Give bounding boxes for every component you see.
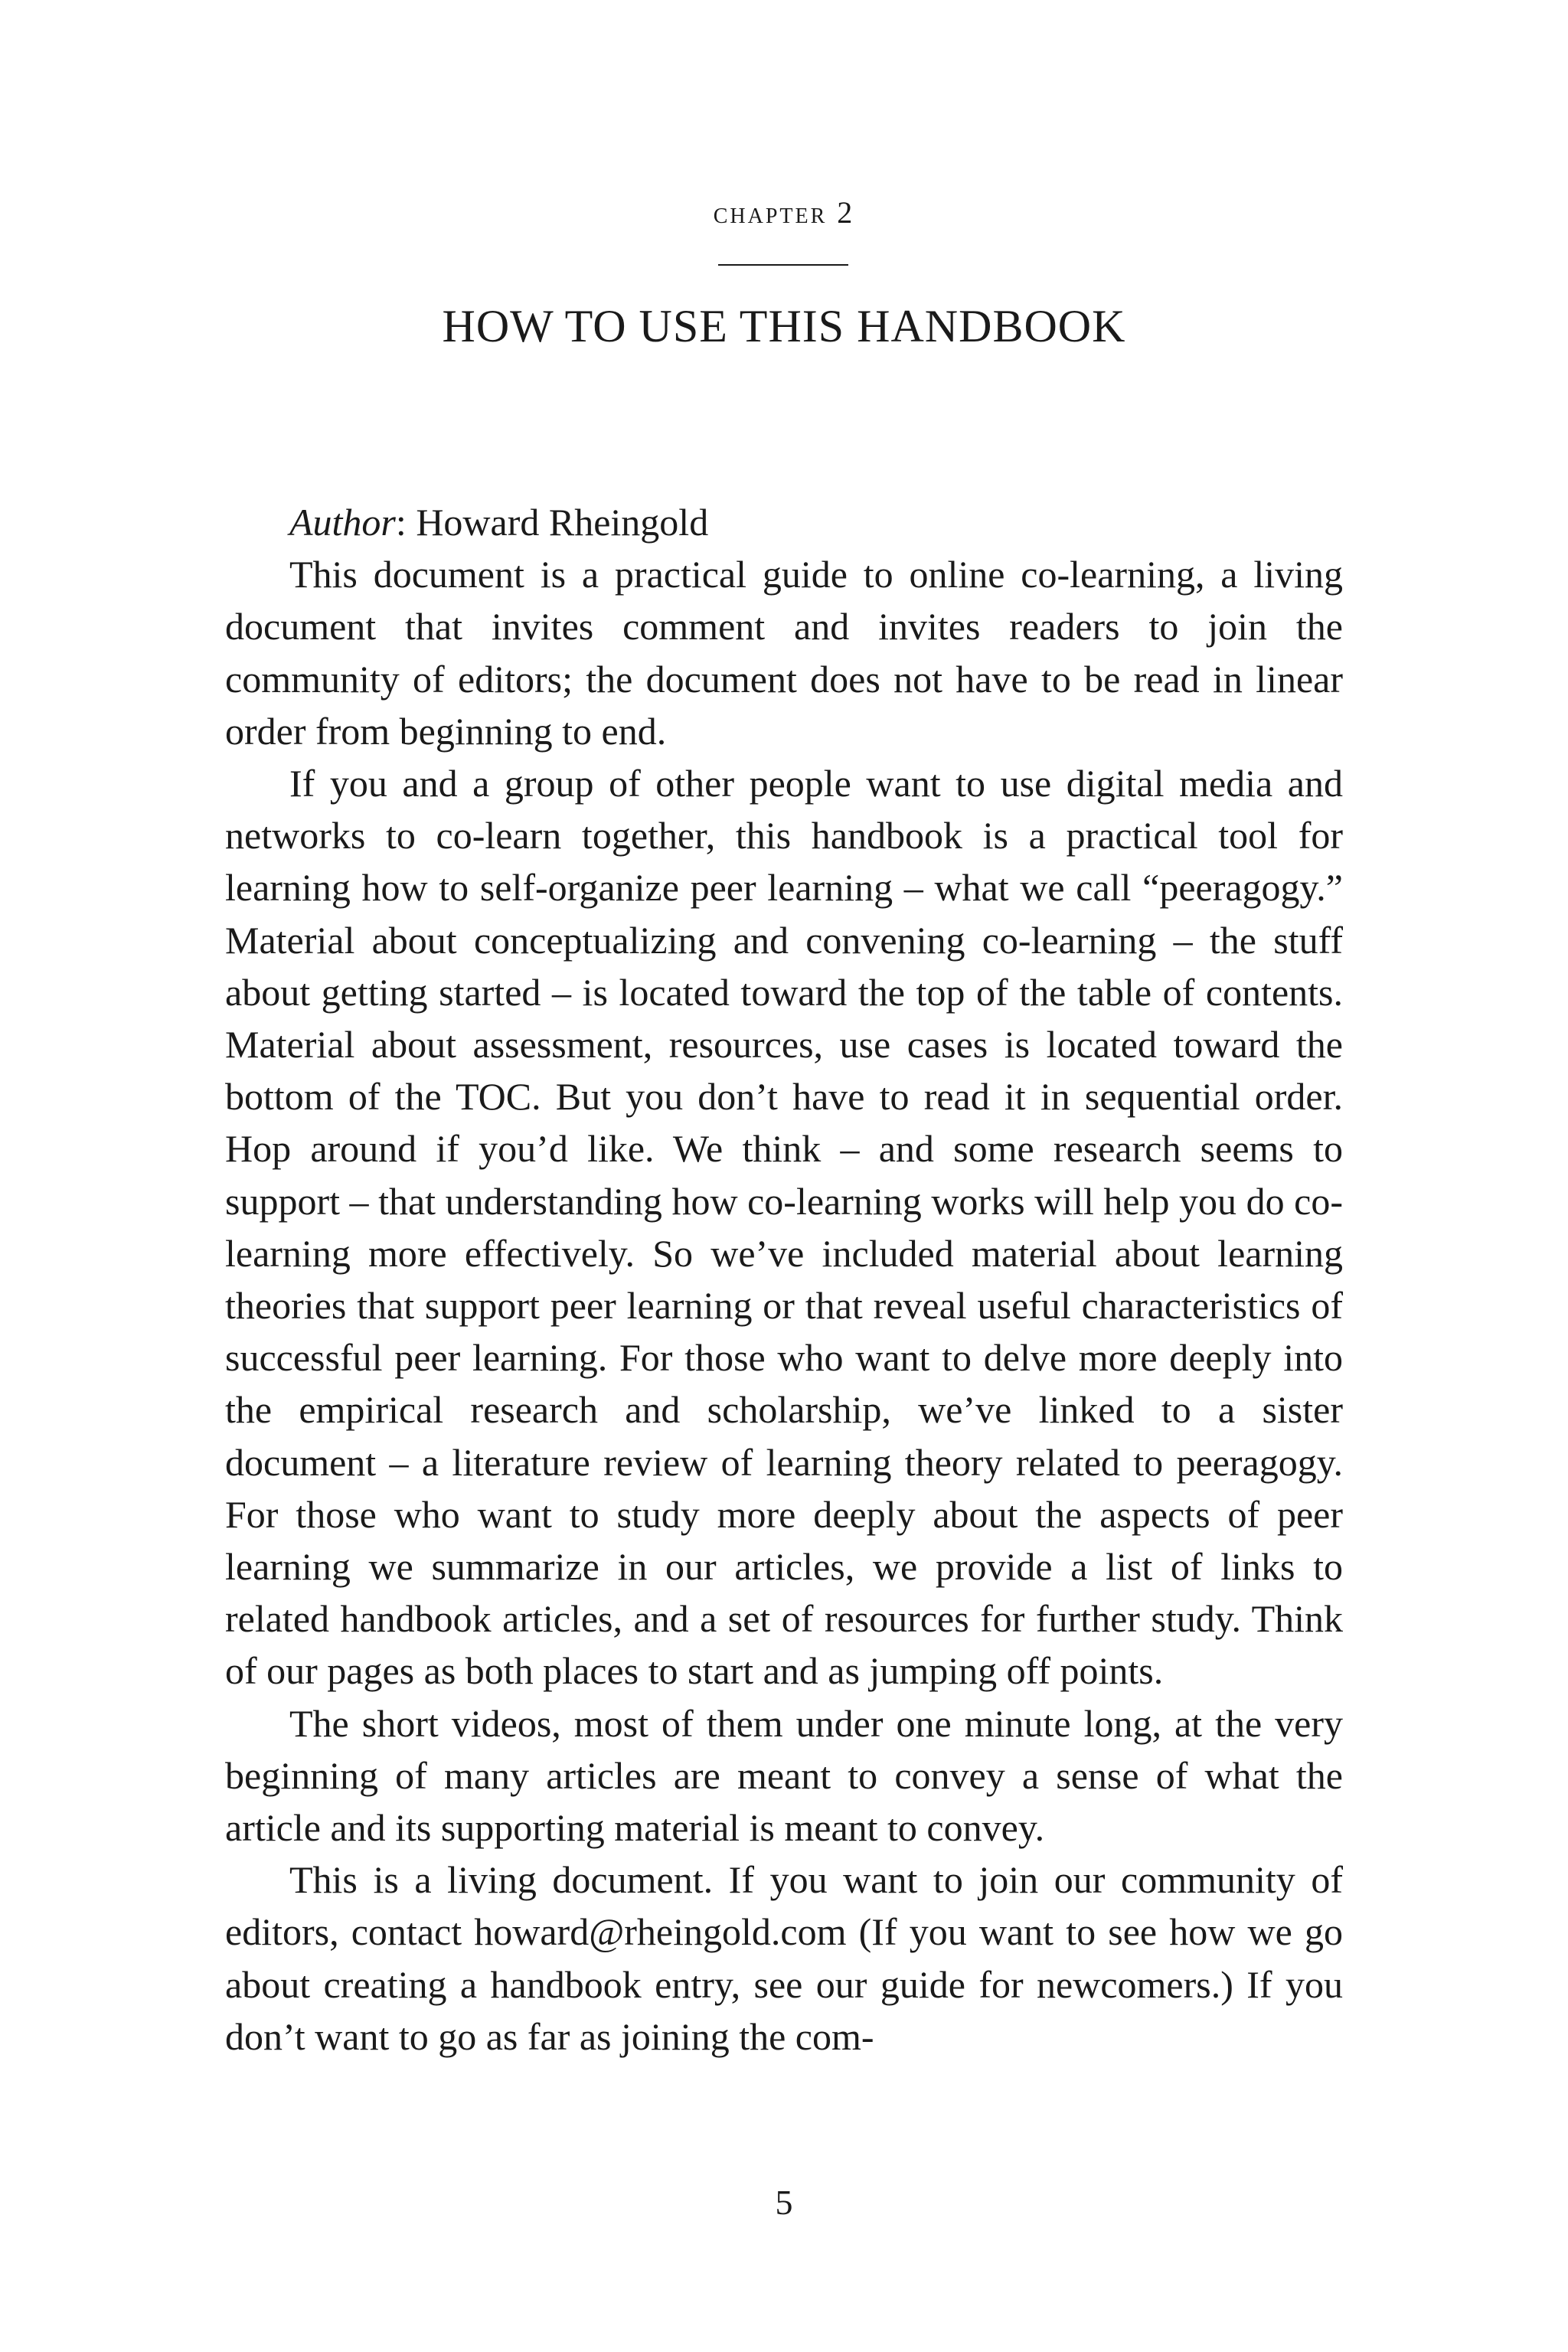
chapter-title: HOW TO USE THIS HANDBOOK (442, 301, 1126, 351)
paragraph-intro: This document is a practical guide to online co-learning, a living document that invites comment and invites readers to join the community of editors; the document does not have to be read in linear order from beginning to end. (225, 553, 1343, 753)
author-separator: : (395, 501, 407, 544)
chapter-label: chapter 2 (713, 195, 855, 230)
author-line (225, 496, 1343, 548)
chapter-divider (718, 264, 848, 266)
paragraph-videos: The short videos, most of them under one minute long, at the very beginning of many articles are meant to convey a sense of what the article and its supporting material is meant to convey. (225, 1701, 1343, 1850)
author-name: Howard Rheingold (406, 501, 709, 544)
author-label: Author (289, 501, 396, 544)
paragraph-living-document: This is a living document. If you want to join our community of editors, contact howard@rheingold.com (If you want to see how we go about creating a handbook entry, see our guide for newcomers.) If you don’t want to go as far as joining the com- (225, 1858, 1343, 2058)
paragraph-peeragogy: If you and a group of other people want to use digital media and networks to co-learn together, this handbook is a practical tool for learning how to self-organize peer learning – what we call “peeragogy.” Material about conceptualizing and convening co-learning – the stuff about getting started – is located toward the top of the table of contents. Material about assessment, resources, use cases is located toward the bottom of the TOC. But you don’t have to read it in sequential order. Hop around if you’d like. We think – and some research seems to support – that understanding how co-learning works will help you do co-learning more effectively. So we’ve included material about learning theories that support peer learning or that reveal useful characteristics of successful peer learning. For those who want to delve more deeply into the empirical research and scholarship, we’ve linked to a sister document – a literature review of learning theory related to peeragogy. For those who want to study more deeply about the aspects of peer learning we summarize in our articles, we provide a list of links to related handbook articles, and a set of resources for further study. Think of our pages as both places to start and as jumping off points. (225, 762, 1343, 1693)
page-number: 5 (775, 2183, 793, 2222)
body-text (225, 496, 1343, 2063)
